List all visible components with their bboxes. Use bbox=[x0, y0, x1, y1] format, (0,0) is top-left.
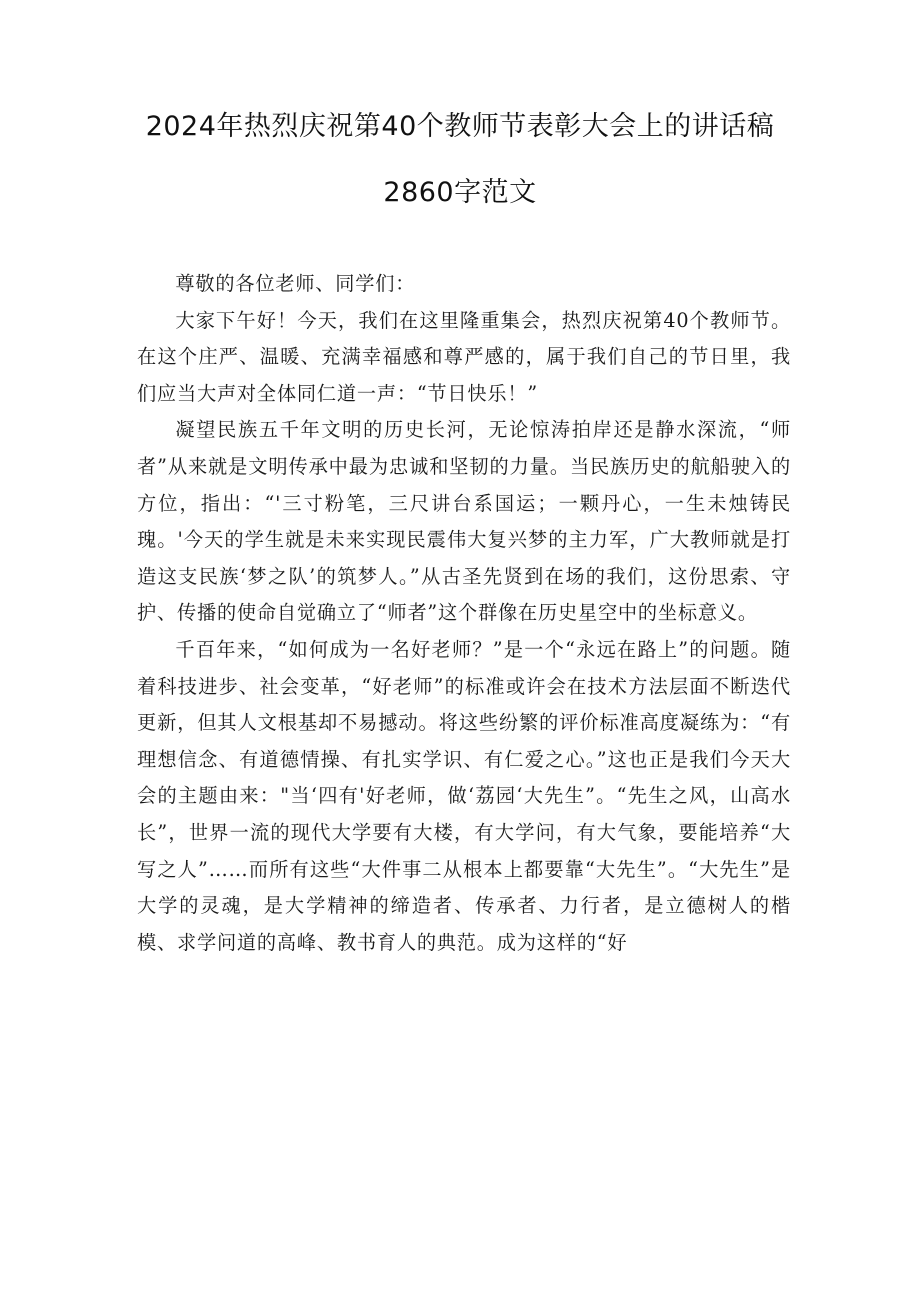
body-paragraph: 凝望民族五千年文明的历史长河，无论惊涛拍岸还是静水深流，“师者”从来就是文明传承中最为忠诚和坚韧的力量。当民族历史的航船驶入的方位，指出：“'三寸粉笔，三尺讲台系国运；一颗丹心，一生未烛铸民瑰。'今天的学生就是未来实现民震伟大复兴梦的主力军，广大教师就是打造这支民族‘梦之队’的筑梦人。”从古圣先贤到在场的我们，这份思索、守护、传播的使命自觉确立了“师者”这个群像在历史星空中的坐标意义。 bbox=[137, 418, 791, 625]
document-title-line-1: 2024年热烈庆祝第40个教师节表彰大会上的讲话稿 bbox=[145, 111, 775, 142]
salutation-paragraph: 尊敬的各位老师、同学们： bbox=[175, 272, 416, 295]
body-paragraph: 千百年来，“如何成为一名好老师？”是一个“永远在路上”的问题。随着科技进步、社会变革，“好老师”的标准或许会在技术方法层面不断迭代更新，但其人文根基却不易撼动。将这些纷繁的评价标准高度凝练为：“有理想信念、有道德情操、有扎实学识、有仁爱之心。”这也正是我们今天大会的主题由来："当‘四有'好老师，做‘荔园‘大先生”。“先生之风，山高水长”，世界一流的现代大学要有大楼，有大学问，有大气象，要能培养“大写之人”……而所有这些“大件事二从根本上都要靠“大先生”。“大先生”是大学的灵魂，是大学精神的缔造者、传承者、力行者，是立德树人的楷模、求学问道的高峰、教书育人的典范。成为这样的“好 bbox=[137, 637, 791, 954]
body-paragraph: 大家下午好！今天，我们在这里隆重集会，热烈庆祝第40个教师节。在这个庄严、温暖、充满幸福感和尊严感的，属于我们自己的节日里，我们应当大声对全体同仁道一声：“节日快乐！” bbox=[137, 308, 791, 405]
document-title-line-2: 2860字范文 bbox=[383, 177, 537, 208]
document-body bbox=[137, 266, 791, 961]
